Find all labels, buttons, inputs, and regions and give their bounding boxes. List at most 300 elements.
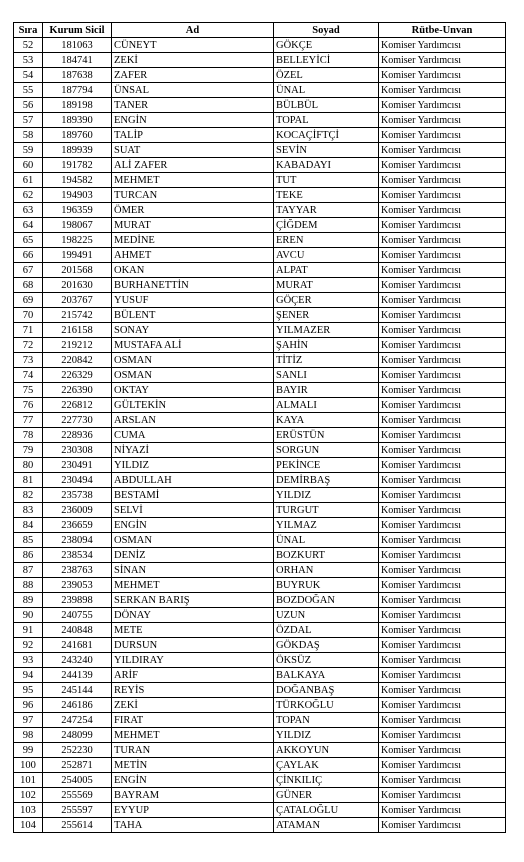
table-row — [14, 578, 506, 593]
cell-rutbe-unvan: Komiser Yardımcısı — [379, 713, 506, 728]
cell-sira: 85 — [14, 533, 43, 548]
cell-sira: 69 — [14, 293, 43, 308]
cell-rutbe-unvan: Komiser Yardımcısı — [379, 113, 506, 128]
cell-soyad: SORGUN — [274, 443, 379, 458]
cell-rutbe-unvan: Komiser Yardımcısı — [379, 308, 506, 323]
cell-kurum-sicil: 199491 — [43, 248, 112, 263]
cell-soyad: BAYIR — [274, 383, 379, 398]
cell-ad: FIRAT — [112, 713, 274, 728]
cell-soyad: AVCU — [274, 248, 379, 263]
cell-kurum-sicil: 194582 — [43, 173, 112, 188]
cell-soyad: ORHAN — [274, 563, 379, 578]
cell-sira: 74 — [14, 368, 43, 383]
table-row — [14, 803, 506, 818]
table-header-row — [14, 23, 506, 38]
cell-rutbe-unvan: Komiser Yardımcısı — [379, 473, 506, 488]
cell-kurum-sicil: 243240 — [43, 653, 112, 668]
table-row — [14, 743, 506, 758]
cell-soyad: MURAT — [274, 278, 379, 293]
cell-rutbe-unvan: Komiser Yardımcısı — [379, 233, 506, 248]
cell-rutbe-unvan: Komiser Yardımcısı — [379, 698, 506, 713]
cell-rutbe-unvan: Komiser Yardımcısı — [379, 443, 506, 458]
cell-rutbe-unvan: Komiser Yardımcısı — [379, 68, 506, 83]
cell-ad: SUAT — [112, 143, 274, 158]
cell-kurum-sicil: 252871 — [43, 758, 112, 773]
cell-sira: 93 — [14, 653, 43, 668]
cell-sira: 55 — [14, 83, 43, 98]
cell-soyad: TAYYAR — [274, 203, 379, 218]
table-row — [14, 383, 506, 398]
table-row — [14, 248, 506, 263]
table-row — [14, 548, 506, 563]
table-row — [14, 488, 506, 503]
cell-soyad: ATAMAN — [274, 818, 379, 833]
table-row — [14, 128, 506, 143]
table-body — [14, 38, 506, 833]
cell-rutbe-unvan: Komiser Yardımcısı — [379, 743, 506, 758]
cell-kurum-sicil: 244139 — [43, 668, 112, 683]
cell-sira: 60 — [14, 158, 43, 173]
cell-sira: 101 — [14, 773, 43, 788]
cell-sira: 103 — [14, 803, 43, 818]
table-row — [14, 323, 506, 338]
cell-soyad: AKKOYUN — [274, 743, 379, 758]
cell-ad: SELVİ — [112, 503, 274, 518]
cell-rutbe-unvan: Komiser Yardımcısı — [379, 458, 506, 473]
cell-kurum-sicil: 252230 — [43, 743, 112, 758]
table-row — [14, 98, 506, 113]
cell-kurum-sicil: 201568 — [43, 263, 112, 278]
cell-rutbe-unvan: Komiser Yardımcısı — [379, 638, 506, 653]
table-row — [14, 758, 506, 773]
cell-ad: MEDİNE — [112, 233, 274, 248]
table-row — [14, 338, 506, 353]
cell-rutbe-unvan: Komiser Yardımcısı — [379, 503, 506, 518]
table-row — [14, 683, 506, 698]
cell-kurum-sicil: 238763 — [43, 563, 112, 578]
cell-soyad: TOPAL — [274, 113, 379, 128]
cell-soyad: TÜRKOĞLU — [274, 698, 379, 713]
cell-ad: OSMAN — [112, 353, 274, 368]
table-row — [14, 188, 506, 203]
cell-soyad: ÜNAL — [274, 533, 379, 548]
cell-soyad: TEKE — [274, 188, 379, 203]
cell-soyad: TUT — [274, 173, 379, 188]
table-row — [14, 203, 506, 218]
cell-kurum-sicil: 254005 — [43, 773, 112, 788]
cell-ad: ARİF — [112, 668, 274, 683]
table-row — [14, 428, 506, 443]
cell-ad: MEHMET — [112, 578, 274, 593]
cell-kurum-sicil: 189760 — [43, 128, 112, 143]
cell-kurum-sicil: 226812 — [43, 398, 112, 413]
cell-sira: 73 — [14, 353, 43, 368]
cell-sira: 54 — [14, 68, 43, 83]
cell-kurum-sicil: 216158 — [43, 323, 112, 338]
cell-soyad: ALPAT — [274, 263, 379, 278]
cell-sira: 58 — [14, 128, 43, 143]
cell-soyad: BELLEYİCİ — [274, 53, 379, 68]
cell-ad: TANER — [112, 98, 274, 113]
cell-soyad: BALKAYA — [274, 668, 379, 683]
table-row — [14, 53, 506, 68]
cell-sira: 97 — [14, 713, 43, 728]
table-row — [14, 698, 506, 713]
cell-ad: ENGİN — [112, 518, 274, 533]
cell-soyad: GÜNER — [274, 788, 379, 803]
cell-rutbe-unvan: Komiser Yardımcısı — [379, 368, 506, 383]
table-row — [14, 173, 506, 188]
cell-sira: 84 — [14, 518, 43, 533]
cell-rutbe-unvan: Komiser Yardımcısı — [379, 323, 506, 338]
cell-rutbe-unvan: Komiser Yardımcısı — [379, 578, 506, 593]
cell-rutbe-unvan: Komiser Yardımcısı — [379, 353, 506, 368]
cell-kurum-sicil: 255569 — [43, 788, 112, 803]
cell-sira: 88 — [14, 578, 43, 593]
cell-ad: BESTAMİ — [112, 488, 274, 503]
table-row — [14, 503, 506, 518]
cell-kurum-sicil: 196359 — [43, 203, 112, 218]
cell-rutbe-unvan: Komiser Yardımcısı — [379, 83, 506, 98]
table-row — [14, 353, 506, 368]
cell-sira: 92 — [14, 638, 43, 653]
cell-soyad: YILMAZER — [274, 323, 379, 338]
table-row — [14, 263, 506, 278]
header-sira: Sıra — [14, 23, 43, 38]
cell-soyad: DOĞANBAŞ — [274, 683, 379, 698]
table-row — [14, 143, 506, 158]
cell-soyad: TİTİZ — [274, 353, 379, 368]
cell-sira: 57 — [14, 113, 43, 128]
cell-ad: BAYRAM — [112, 788, 274, 803]
cell-soyad: EREN — [274, 233, 379, 248]
personnel-table — [13, 22, 506, 833]
cell-sira: 87 — [14, 563, 43, 578]
cell-ad: BURHANETTİN — [112, 278, 274, 293]
cell-sira: 95 — [14, 683, 43, 698]
cell-ad: DÖNAY — [112, 608, 274, 623]
cell-ad: OKTAY — [112, 383, 274, 398]
cell-ad: EYYUP — [112, 803, 274, 818]
table-row — [14, 653, 506, 668]
cell-ad: MEHMET — [112, 728, 274, 743]
cell-sira: 102 — [14, 788, 43, 803]
cell-ad: OKAN — [112, 263, 274, 278]
cell-ad: TAHA — [112, 818, 274, 833]
cell-sira: 56 — [14, 98, 43, 113]
table-row — [14, 413, 506, 428]
table-row — [14, 218, 506, 233]
cell-soyad: ÇİĞDEM — [274, 218, 379, 233]
cell-ad: TURCAN — [112, 188, 274, 203]
cell-rutbe-unvan: Komiser Yardımcısı — [379, 728, 506, 743]
cell-soyad: ÖZEL — [274, 68, 379, 83]
cell-rutbe-unvan: Komiser Yardımcısı — [379, 668, 506, 683]
table-row — [14, 773, 506, 788]
cell-ad: YILDIZ — [112, 458, 274, 473]
table-row — [14, 533, 506, 548]
cell-rutbe-unvan: Komiser Yardımcısı — [379, 203, 506, 218]
cell-soyad: ÖZDAL — [274, 623, 379, 638]
cell-sira: 53 — [14, 53, 43, 68]
cell-ad: MUSTAFA ALİ — [112, 338, 274, 353]
cell-sira: 75 — [14, 383, 43, 398]
cell-soyad: TOPAN — [274, 713, 379, 728]
cell-kurum-sicil: 245144 — [43, 683, 112, 698]
cell-rutbe-unvan: Komiser Yardımcısı — [379, 623, 506, 638]
table-row — [14, 308, 506, 323]
table-row — [14, 623, 506, 638]
cell-rutbe-unvan: Komiser Yardımcısı — [379, 383, 506, 398]
cell-kurum-sicil: 181063 — [43, 38, 112, 53]
table-row — [14, 668, 506, 683]
cell-rutbe-unvan: Komiser Yardımcısı — [379, 143, 506, 158]
table-row — [14, 818, 506, 833]
cell-soyad: ŞENER — [274, 308, 379, 323]
cell-sira: 86 — [14, 548, 43, 563]
cell-ad: YILDIRAY — [112, 653, 274, 668]
cell-ad: TALİP — [112, 128, 274, 143]
cell-ad: ARSLAN — [112, 413, 274, 428]
cell-ad: METE — [112, 623, 274, 638]
cell-kurum-sicil: 240848 — [43, 623, 112, 638]
cell-kurum-sicil: 240755 — [43, 608, 112, 623]
cell-ad: SONAY — [112, 323, 274, 338]
cell-rutbe-unvan: Komiser Yardımcısı — [379, 158, 506, 173]
cell-kurum-sicil: 236009 — [43, 503, 112, 518]
cell-soyad: UZUN — [274, 608, 379, 623]
table-row — [14, 443, 506, 458]
cell-soyad: KAYA — [274, 413, 379, 428]
cell-rutbe-unvan: Komiser Yardımcısı — [379, 338, 506, 353]
cell-soyad: TURGUT — [274, 503, 379, 518]
header-ad: Ad — [112, 23, 274, 38]
cell-sira: 72 — [14, 338, 43, 353]
cell-sira: 79 — [14, 443, 43, 458]
cell-kurum-sicil: 215742 — [43, 308, 112, 323]
cell-sira: 66 — [14, 248, 43, 263]
cell-soyad: KOCAÇİFTÇİ — [274, 128, 379, 143]
cell-kurum-sicil: 255614 — [43, 818, 112, 833]
cell-sira: 83 — [14, 503, 43, 518]
table-row — [14, 233, 506, 248]
cell-kurum-sicil: 236659 — [43, 518, 112, 533]
cell-rutbe-unvan: Komiser Yardımcısı — [379, 773, 506, 788]
cell-rutbe-unvan: Komiser Yardımcısı — [379, 53, 506, 68]
cell-soyad: PEKİNCE — [274, 458, 379, 473]
cell-ad: ALİ ZAFER — [112, 158, 274, 173]
cell-sira: 90 — [14, 608, 43, 623]
cell-sira: 52 — [14, 38, 43, 53]
table-row — [14, 293, 506, 308]
cell-sira: 65 — [14, 233, 43, 248]
cell-soyad: YILMAZ — [274, 518, 379, 533]
cell-kurum-sicil: 248099 — [43, 728, 112, 743]
cell-kurum-sicil: 189939 — [43, 143, 112, 158]
cell-ad: OSMAN — [112, 368, 274, 383]
table-row — [14, 158, 506, 173]
cell-soyad: ŞAHİN — [274, 338, 379, 353]
cell-soyad: BUYRUK — [274, 578, 379, 593]
cell-kurum-sicil: 220842 — [43, 353, 112, 368]
cell-rutbe-unvan: Komiser Yardımcısı — [379, 488, 506, 503]
cell-kurum-sicil: 191782 — [43, 158, 112, 173]
cell-soyad: GÖÇER — [274, 293, 379, 308]
table-row — [14, 113, 506, 128]
cell-soyad: SANLI — [274, 368, 379, 383]
cell-ad: METİN — [112, 758, 274, 773]
cell-rutbe-unvan: Komiser Yardımcısı — [379, 173, 506, 188]
cell-kurum-sicil: 227730 — [43, 413, 112, 428]
cell-sira: 100 — [14, 758, 43, 773]
cell-sira: 94 — [14, 668, 43, 683]
header-kurum-sicil: Kurum Sicil — [43, 23, 112, 38]
cell-ad: ABDULLAH — [112, 473, 274, 488]
cell-kurum-sicil: 235738 — [43, 488, 112, 503]
cell-ad: ENGİN — [112, 113, 274, 128]
cell-soyad: ÇAYLAK — [274, 758, 379, 773]
table-row — [14, 38, 506, 53]
cell-sira: 68 — [14, 278, 43, 293]
cell-rutbe-unvan: Komiser Yardımcısı — [379, 563, 506, 578]
cell-ad: CÜNEYT — [112, 38, 274, 53]
cell-rutbe-unvan: Komiser Yardımcısı — [379, 278, 506, 293]
cell-rutbe-unvan: Komiser Yardımcısı — [379, 758, 506, 773]
table-row — [14, 68, 506, 83]
cell-ad: DURSUN — [112, 638, 274, 653]
cell-rutbe-unvan: Komiser Yardımcısı — [379, 608, 506, 623]
cell-sira: 64 — [14, 218, 43, 233]
cell-rutbe-unvan: Komiser Yardımcısı — [379, 518, 506, 533]
cell-sira: 78 — [14, 428, 43, 443]
cell-rutbe-unvan: Komiser Yardımcısı — [379, 188, 506, 203]
cell-ad: SERKAN BARIŞ — [112, 593, 274, 608]
cell-kurum-sicil: 228936 — [43, 428, 112, 443]
cell-soyad: ALMALI — [274, 398, 379, 413]
cell-kurum-sicil: 226390 — [43, 383, 112, 398]
cell-kurum-sicil: 189198 — [43, 98, 112, 113]
table-row — [14, 368, 506, 383]
cell-rutbe-unvan: Komiser Yardımcısı — [379, 533, 506, 548]
cell-ad: AHMET — [112, 248, 274, 263]
cell-rutbe-unvan: Komiser Yardımcısı — [379, 218, 506, 233]
cell-soyad: KABADAYI — [274, 158, 379, 173]
cell-soyad: GÖKÇE — [274, 38, 379, 53]
cell-kurum-sicil: 226329 — [43, 368, 112, 383]
cell-soyad: GÖKDAŞ — [274, 638, 379, 653]
table-row — [14, 728, 506, 743]
cell-kurum-sicil: 198225 — [43, 233, 112, 248]
cell-soyad: ÇİNKILIÇ — [274, 773, 379, 788]
cell-rutbe-unvan: Komiser Yardımcısı — [379, 803, 506, 818]
cell-sira: 98 — [14, 728, 43, 743]
cell-ad: TURAN — [112, 743, 274, 758]
cell-soyad: ÇATALOĞLU — [274, 803, 379, 818]
cell-kurum-sicil: 203767 — [43, 293, 112, 308]
cell-rutbe-unvan: Komiser Yardımcısı — [379, 788, 506, 803]
cell-soyad: ÖKSÜZ — [274, 653, 379, 668]
cell-ad: SİNAN — [112, 563, 274, 578]
table-row — [14, 398, 506, 413]
cell-kurum-sicil: 194903 — [43, 188, 112, 203]
cell-kurum-sicil: 239053 — [43, 578, 112, 593]
cell-kurum-sicil: 184741 — [43, 53, 112, 68]
cell-kurum-sicil: 198067 — [43, 218, 112, 233]
cell-ad: ZAFER — [112, 68, 274, 83]
cell-soyad: DEMİRBAŞ — [274, 473, 379, 488]
cell-sira: 67 — [14, 263, 43, 278]
cell-sira: 82 — [14, 488, 43, 503]
cell-sira: 70 — [14, 308, 43, 323]
cell-rutbe-unvan: Komiser Yardımcısı — [379, 38, 506, 53]
cell-kurum-sicil: 230494 — [43, 473, 112, 488]
cell-sira: 81 — [14, 473, 43, 488]
cell-sira: 61 — [14, 173, 43, 188]
cell-kurum-sicil: 187638 — [43, 68, 112, 83]
cell-sira: 76 — [14, 398, 43, 413]
cell-ad: GÜLTEKİN — [112, 398, 274, 413]
cell-rutbe-unvan: Komiser Yardımcısı — [379, 818, 506, 833]
table-row — [14, 593, 506, 608]
cell-sira: 80 — [14, 458, 43, 473]
cell-soyad: YILDIZ — [274, 488, 379, 503]
table-row — [14, 473, 506, 488]
cell-soyad: ÜNAL — [274, 83, 379, 98]
header-soyad: Soyad — [274, 23, 379, 38]
cell-soyad: BOZDOĞAN — [274, 593, 379, 608]
cell-kurum-sicil: 247254 — [43, 713, 112, 728]
cell-sira: 96 — [14, 698, 43, 713]
cell-ad: REYİS — [112, 683, 274, 698]
cell-sira: 77 — [14, 413, 43, 428]
table-row — [14, 638, 506, 653]
cell-soyad: BOZKURT — [274, 548, 379, 563]
cell-soyad: ERÜSTÜN — [274, 428, 379, 443]
cell-kurum-sicil: 189390 — [43, 113, 112, 128]
cell-sira: 89 — [14, 593, 43, 608]
cell-soyad: YILDIZ — [274, 728, 379, 743]
cell-ad: DENİZ — [112, 548, 274, 563]
cell-ad: ZEKİ — [112, 53, 274, 68]
cell-ad: YUSUF — [112, 293, 274, 308]
cell-sira: 62 — [14, 188, 43, 203]
table-row — [14, 83, 506, 98]
cell-ad: BÜLENT — [112, 308, 274, 323]
cell-rutbe-unvan: Komiser Yardımcısı — [379, 653, 506, 668]
cell-ad: ZEKİ — [112, 698, 274, 713]
cell-sira: 59 — [14, 143, 43, 158]
cell-sira: 91 — [14, 623, 43, 638]
cell-ad: CUMA — [112, 428, 274, 443]
table-row — [14, 563, 506, 578]
header-rutbe-unvan: Rütbe-Unvan — [379, 23, 506, 38]
cell-rutbe-unvan: Komiser Yardımcısı — [379, 428, 506, 443]
cell-kurum-sicil: 239898 — [43, 593, 112, 608]
cell-kurum-sicil: 238534 — [43, 548, 112, 563]
cell-ad: MURAT — [112, 218, 274, 233]
cell-ad: OSMAN — [112, 533, 274, 548]
cell-sira: 63 — [14, 203, 43, 218]
cell-rutbe-unvan: Komiser Yardımcısı — [379, 293, 506, 308]
cell-sira: 71 — [14, 323, 43, 338]
cell-rutbe-unvan: Komiser Yardımcısı — [379, 548, 506, 563]
cell-ad: ENGİN — [112, 773, 274, 788]
cell-rutbe-unvan: Komiser Yardımcısı — [379, 263, 506, 278]
cell-ad: ÖMER — [112, 203, 274, 218]
cell-kurum-sicil: 219212 — [43, 338, 112, 353]
cell-kurum-sicil: 230491 — [43, 458, 112, 473]
cell-kurum-sicil: 255597 — [43, 803, 112, 818]
